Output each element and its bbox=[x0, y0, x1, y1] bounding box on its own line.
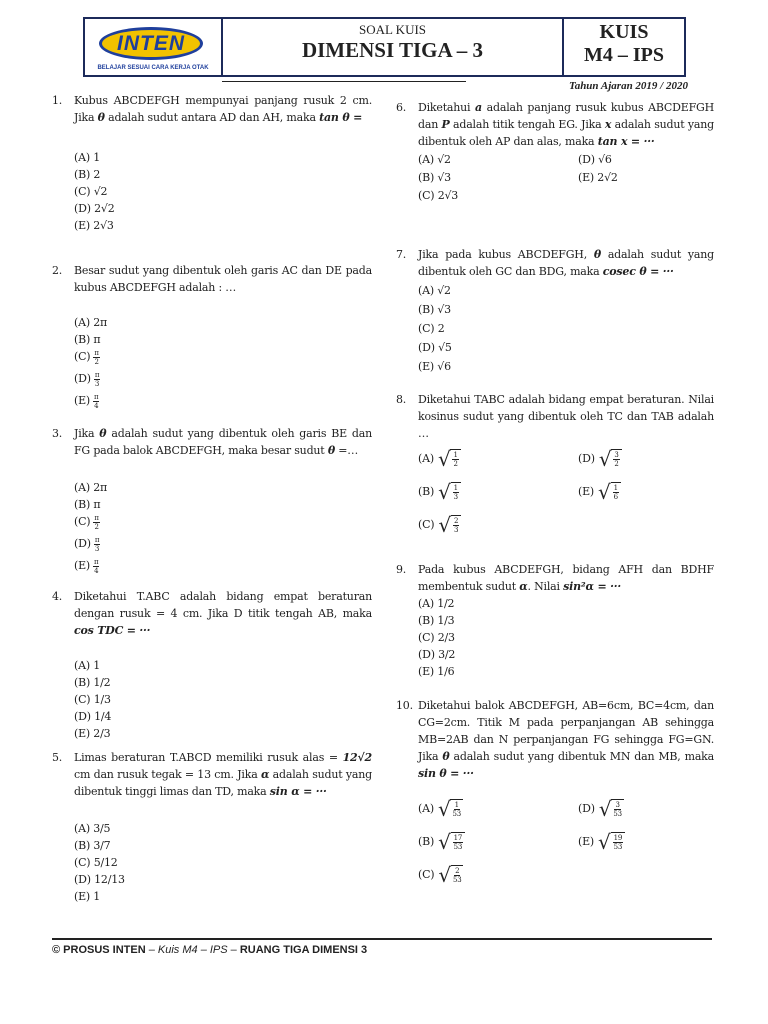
sqrt-fraction: √ $\frac{1}{3}$ bbox=[438, 482, 461, 502]
question-8 bbox=[396, 391, 714, 541]
denominator: 3 bbox=[94, 544, 100, 553]
options bbox=[74, 149, 372, 234]
option-c[interactable]: (C) 2√3 bbox=[418, 188, 459, 202]
stem-text: . Nilai bbox=[527, 580, 564, 593]
numerator: π bbox=[94, 557, 99, 566]
options bbox=[74, 820, 372, 905]
logo-tagline: BELAJAR SESUAI CARA KERJA OTAK bbox=[97, 65, 209, 71]
option-a[interactable]: (A) 1 bbox=[74, 151, 101, 164]
footer-separator: – bbox=[227, 944, 240, 956]
question-number: 10. bbox=[396, 699, 413, 712]
option-a[interactable]: (A) 3/5 bbox=[74, 822, 111, 835]
option-b[interactable]: (B) 1/3 bbox=[418, 614, 455, 627]
stem-math: a bbox=[475, 101, 482, 114]
option-letter: (B) bbox=[418, 485, 435, 498]
stem-math: sin θ = ··· bbox=[418, 767, 474, 780]
option-b[interactable]: (B) π bbox=[74, 333, 101, 346]
sqrt-fraction: √ $\frac{1}{53}$ bbox=[437, 796, 461, 821]
option-d[interactable] bbox=[578, 792, 718, 825]
stem-math: θ bbox=[593, 248, 601, 261]
stem-text: adalah sudut yang dibentuk MN dan MB, maka bbox=[449, 750, 714, 763]
stem-text: Pada kubus ABCDEFGH, bidang AFH dan BDHF membentuk sudut bbox=[418, 563, 714, 593]
option-d[interactable] bbox=[578, 442, 718, 475]
stem-text: adalah sudut yang dibentuk tinggi limas dan TD, maka bbox=[74, 768, 372, 798]
stem-text: adalah sudut yang dibentuk oleh AP dan alas, maka bbox=[418, 118, 714, 148]
question-1 bbox=[52, 92, 372, 234]
denominator: 53 bbox=[613, 843, 623, 851]
stem-text: adalah sudut yang dibentuk oleh GC dan BDG, maka bbox=[418, 248, 714, 278]
option-letter: (A) bbox=[418, 452, 434, 465]
option-letter: (E) bbox=[578, 485, 595, 498]
stem-math: θ bbox=[99, 427, 107, 440]
option-b[interactable]: (B) 3/7 bbox=[74, 839, 111, 852]
option-a[interactable] bbox=[418, 442, 578, 475]
stem-math: tan θ = bbox=[319, 111, 363, 124]
numerator: 1 bbox=[453, 484, 458, 492]
stem-math: α bbox=[519, 580, 528, 593]
sqrt-fraction: √ $\frac{17}{53}$ bbox=[438, 832, 465, 852]
question-number: 2. bbox=[52, 264, 63, 277]
option-letter: (D) bbox=[74, 537, 91, 550]
stem-text: Jika pada kubus ABCDEFGH, bbox=[418, 248, 594, 261]
denominator: 2 bbox=[453, 460, 458, 468]
question-number: 4. bbox=[52, 590, 63, 603]
options bbox=[74, 657, 372, 742]
option-letter: (C) bbox=[74, 515, 91, 528]
inten-logo bbox=[99, 27, 203, 60]
option-letter: (D) bbox=[74, 372, 91, 385]
option-letter: (D) bbox=[578, 802, 595, 815]
numerator: 2 bbox=[453, 517, 459, 525]
stem-math: θ bbox=[97, 111, 105, 124]
option-a[interactable]: (A) 1 bbox=[74, 659, 101, 672]
question-number: 6. bbox=[396, 101, 407, 114]
stem-math: α bbox=[260, 768, 270, 781]
stem-text: Diketahui balok ABCDEFGH, AB=6cm, BC=4cm, dan CG=2cm. Titik M pada perpanjangan AB sehingga MB=2AB dan N perpanjangan FG sehingga FG=GN. Jika bbox=[418, 699, 714, 763]
option-letter: (E) bbox=[74, 394, 91, 407]
footer-copyright: © PROSUS INTEN bbox=[52, 944, 146, 956]
stem-math: 12√2 bbox=[342, 751, 372, 764]
question-5 bbox=[52, 749, 372, 905]
option-e[interactable]: (E) √6 bbox=[418, 360, 451, 373]
denominator: 4 bbox=[94, 401, 99, 410]
quiz-title: DIMENSI TIGA – 3 bbox=[301, 38, 484, 62]
numerator: 17 bbox=[453, 834, 463, 842]
option-a[interactable]: (A) 1/2 bbox=[418, 597, 455, 610]
option-b[interactable] bbox=[418, 825, 578, 858]
numerator: π bbox=[94, 392, 99, 401]
fraction bbox=[93, 558, 99, 575]
numerator: 1 bbox=[613, 484, 618, 492]
question-10 bbox=[396, 697, 714, 891]
denominator: 53 bbox=[452, 876, 462, 884]
option-letter: (E) bbox=[578, 835, 595, 848]
option-c[interactable]: (C) 5/12 bbox=[74, 856, 118, 869]
title-cell bbox=[223, 19, 564, 75]
question-stem bbox=[418, 246, 714, 280]
kuis-cell bbox=[564, 19, 684, 75]
option-b[interactable]: (B) 2 bbox=[74, 168, 101, 181]
denominator: 2 bbox=[94, 357, 99, 366]
numerator: 3 bbox=[615, 801, 620, 809]
option-d[interactable]: (D) √6 bbox=[578, 152, 612, 166]
option-letter: (E) bbox=[74, 559, 91, 572]
option-d[interactable] bbox=[74, 370, 372, 392]
question-6 bbox=[396, 99, 714, 204]
option-e[interactable]: (E) 2√2 bbox=[578, 170, 618, 184]
question-stem bbox=[74, 425, 372, 459]
option-e[interactable]: (E) 1/6 bbox=[418, 665, 455, 678]
option-letter: (D) bbox=[578, 452, 595, 465]
option-a[interactable]: (A) 2π bbox=[74, 316, 108, 329]
denominator: 53 bbox=[453, 843, 463, 851]
options bbox=[418, 442, 714, 541]
denominator: 3 bbox=[453, 526, 459, 534]
stem-math: cos TDC = ··· bbox=[74, 624, 151, 637]
quiz-subtitle: SOAL KUIS bbox=[358, 22, 427, 37]
fraction bbox=[94, 536, 100, 553]
denominator: 2 bbox=[94, 522, 99, 531]
denominator: 53 bbox=[452, 810, 461, 818]
option-a[interactable]: (A) 2π bbox=[74, 481, 108, 494]
stem-text: Kubus ABCDEFGH mempunyai panjang rusuk 2 cm. Jika bbox=[74, 94, 372, 124]
options bbox=[418, 595, 714, 680]
question-7 bbox=[396, 246, 714, 377]
sqrt-fraction: √ $\frac{3}{2}$ bbox=[599, 449, 622, 469]
numerator: 19 bbox=[613, 834, 623, 842]
option-d[interactable]: (D) √5 bbox=[418, 341, 452, 354]
kuis-label: KUIS bbox=[599, 21, 649, 43]
denominator: 4 bbox=[94, 566, 99, 575]
stem-text: adalah panjang rusuk kubus ABCDEFGH dan bbox=[418, 101, 714, 131]
question-stem bbox=[418, 99, 714, 150]
fraction bbox=[93, 514, 99, 531]
option-letter: (B) bbox=[418, 835, 435, 848]
option-e[interactable] bbox=[74, 557, 372, 579]
question-number: 7. bbox=[396, 248, 407, 261]
denominator: 53 bbox=[613, 810, 622, 818]
question-number: 3. bbox=[52, 427, 63, 440]
option-c[interactable] bbox=[74, 513, 372, 535]
option-e[interactable] bbox=[74, 392, 372, 414]
stem-math: x bbox=[604, 118, 612, 131]
question-number: 9. bbox=[396, 563, 407, 576]
page-footer bbox=[52, 944, 367, 956]
option-d[interactable]: (D) 3/2 bbox=[418, 648, 456, 661]
option-b[interactable]: (B) √3 bbox=[418, 170, 451, 184]
footer-separator: – bbox=[145, 944, 158, 956]
question-stem bbox=[74, 588, 372, 639]
sqrt-fraction: √ $\frac{2}{3}$ bbox=[438, 515, 461, 535]
options bbox=[418, 792, 714, 891]
option-b[interactable]: (B) 1/2 bbox=[74, 676, 111, 689]
stem-text: Limas beraturan T.ABCD memiliki rusuk alas = bbox=[74, 751, 343, 764]
option-e[interactable] bbox=[578, 825, 718, 858]
logo-cell bbox=[85, 19, 223, 75]
stem-text: Diketahui T.ABC adalah bidang empat beraturan dengan rusuk = 4 cm. Jika D titik tengah AB, maka bbox=[74, 590, 372, 620]
header-underline bbox=[222, 81, 466, 82]
stem-text: adalah titik tengah EG. Jika bbox=[449, 118, 605, 131]
option-e[interactable]: (E) 2√3 bbox=[74, 219, 114, 232]
option-letter: (A) bbox=[418, 802, 434, 815]
question-stem bbox=[74, 749, 372, 800]
question-stem: Diketahui TABC adalah bidang empat beraturan. Nilai kosinus sudut yang dibentuk oleh TC dan TAB adalah … bbox=[418, 393, 714, 440]
denominator: 3 bbox=[453, 493, 458, 501]
question-number: 5. bbox=[52, 751, 63, 764]
option-d[interactable]: (D) 2√2 bbox=[74, 202, 115, 215]
question-9 bbox=[396, 561, 714, 680]
kuis-code: M4 – IPS bbox=[584, 44, 664, 66]
option-b[interactable]: (B) √3 bbox=[418, 303, 451, 316]
option-letter: (C) bbox=[418, 518, 435, 531]
option-d[interactable] bbox=[74, 535, 372, 557]
option-c[interactable]: (C) 2 bbox=[418, 322, 445, 335]
stem-text: adalah sudut yang dibentuk oleh garis BE dan FG pada balok ABCDEFGH, maka besar sudut bbox=[74, 427, 372, 457]
stem-math: sin α = ··· bbox=[269, 785, 327, 798]
options bbox=[418, 282, 714, 377]
options bbox=[74, 314, 372, 414]
option-a[interactable]: (A) √2 bbox=[418, 152, 451, 166]
option-c[interactable] bbox=[418, 858, 578, 891]
stem-math: tan x = ··· bbox=[597, 135, 655, 148]
option-d[interactable]: (D) 12/13 bbox=[74, 873, 125, 886]
sqrt-fraction: √ $\frac{1}{6}$ bbox=[598, 482, 621, 502]
option-c[interactable] bbox=[74, 348, 372, 370]
stem-text: =… bbox=[334, 444, 359, 457]
sqrt-fraction: √ $\frac{19}{53}$ bbox=[598, 832, 625, 852]
question-stem bbox=[418, 697, 714, 782]
denominator: 6 bbox=[613, 493, 618, 501]
question-2 bbox=[52, 262, 372, 414]
option-a[interactable] bbox=[418, 792, 578, 825]
quiz-header bbox=[83, 17, 686, 77]
stem-math: P bbox=[441, 118, 450, 131]
numerator: 2 bbox=[455, 867, 460, 875]
sqrt-fraction: √ $\frac{2}{53}$ bbox=[438, 862, 462, 887]
option-b[interactable] bbox=[418, 475, 578, 508]
options bbox=[74, 479, 372, 579]
academic-year: Tahun Ajaran 2019 / 2020 bbox=[568, 80, 688, 92]
fraction bbox=[93, 349, 99, 366]
numerator: π bbox=[94, 348, 99, 357]
footer-course: Kuis M4 – IPS bbox=[157, 944, 228, 956]
option-d[interactable]: (D) 1/4 bbox=[74, 710, 112, 723]
stem-text: Jika bbox=[74, 427, 100, 440]
footer-topic: RUANG TIGA DIMENSI 3 bbox=[239, 944, 368, 956]
stem-math: sin²α = ··· bbox=[563, 580, 621, 593]
stem-math: cosec θ = ··· bbox=[602, 265, 674, 278]
stem-math: θ bbox=[442, 750, 450, 763]
option-c[interactable] bbox=[418, 508, 578, 541]
option-c[interactable]: (C) √2 bbox=[74, 185, 108, 198]
stem-math: θ bbox=[327, 444, 335, 457]
question-4 bbox=[52, 588, 372, 742]
stem-text: Diketahui bbox=[418, 101, 476, 114]
stem-text: cm dan rusuk tegak = 13 cm. Jika bbox=[74, 768, 261, 781]
option-a[interactable]: (A) √2 bbox=[418, 284, 451, 297]
question-stem bbox=[418, 561, 714, 595]
fraction bbox=[93, 393, 99, 410]
question-number: 8. bbox=[396, 393, 407, 406]
option-letter: (C) bbox=[418, 868, 435, 881]
sqrt-fraction: √ $\frac{3}{53}$ bbox=[598, 796, 622, 821]
footer-divider bbox=[52, 938, 712, 940]
denominator: 3 bbox=[94, 379, 100, 388]
option-letter: (C) bbox=[74, 350, 91, 363]
numerator: 1 bbox=[454, 801, 459, 809]
numerator: π bbox=[94, 513, 99, 522]
fraction bbox=[94, 371, 100, 388]
question-number: 1. bbox=[52, 94, 63, 107]
stem-text: adalah sudut antara AD dan AH, maka bbox=[104, 111, 320, 124]
option-e[interactable]: (E) 2/3 bbox=[74, 727, 111, 740]
numerator: 1 bbox=[453, 451, 458, 459]
question-3 bbox=[52, 425, 372, 579]
option-b[interactable]: (B) π bbox=[74, 498, 101, 511]
logo-text: INTEN bbox=[117, 31, 185, 55]
question-stem bbox=[74, 92, 372, 126]
sqrt-fraction: √ $\frac{1}{2}$ bbox=[438, 449, 461, 469]
denominator: 2 bbox=[614, 460, 619, 468]
numerator: π bbox=[94, 370, 100, 379]
option-c[interactable]: (C) 2/3 bbox=[418, 631, 455, 644]
option-c[interactable]: (C) 1/3 bbox=[74, 693, 111, 706]
option-e[interactable]: (E) 1 bbox=[74, 890, 101, 903]
numerator: π bbox=[94, 535, 100, 544]
numerator: 3 bbox=[614, 451, 619, 459]
option-e[interactable] bbox=[578, 475, 718, 508]
options bbox=[418, 150, 714, 204]
question-stem: Besar sudut yang dibentuk oleh garis AC dan DE pada kubus ABCDEFGH adalah : … bbox=[74, 264, 372, 294]
